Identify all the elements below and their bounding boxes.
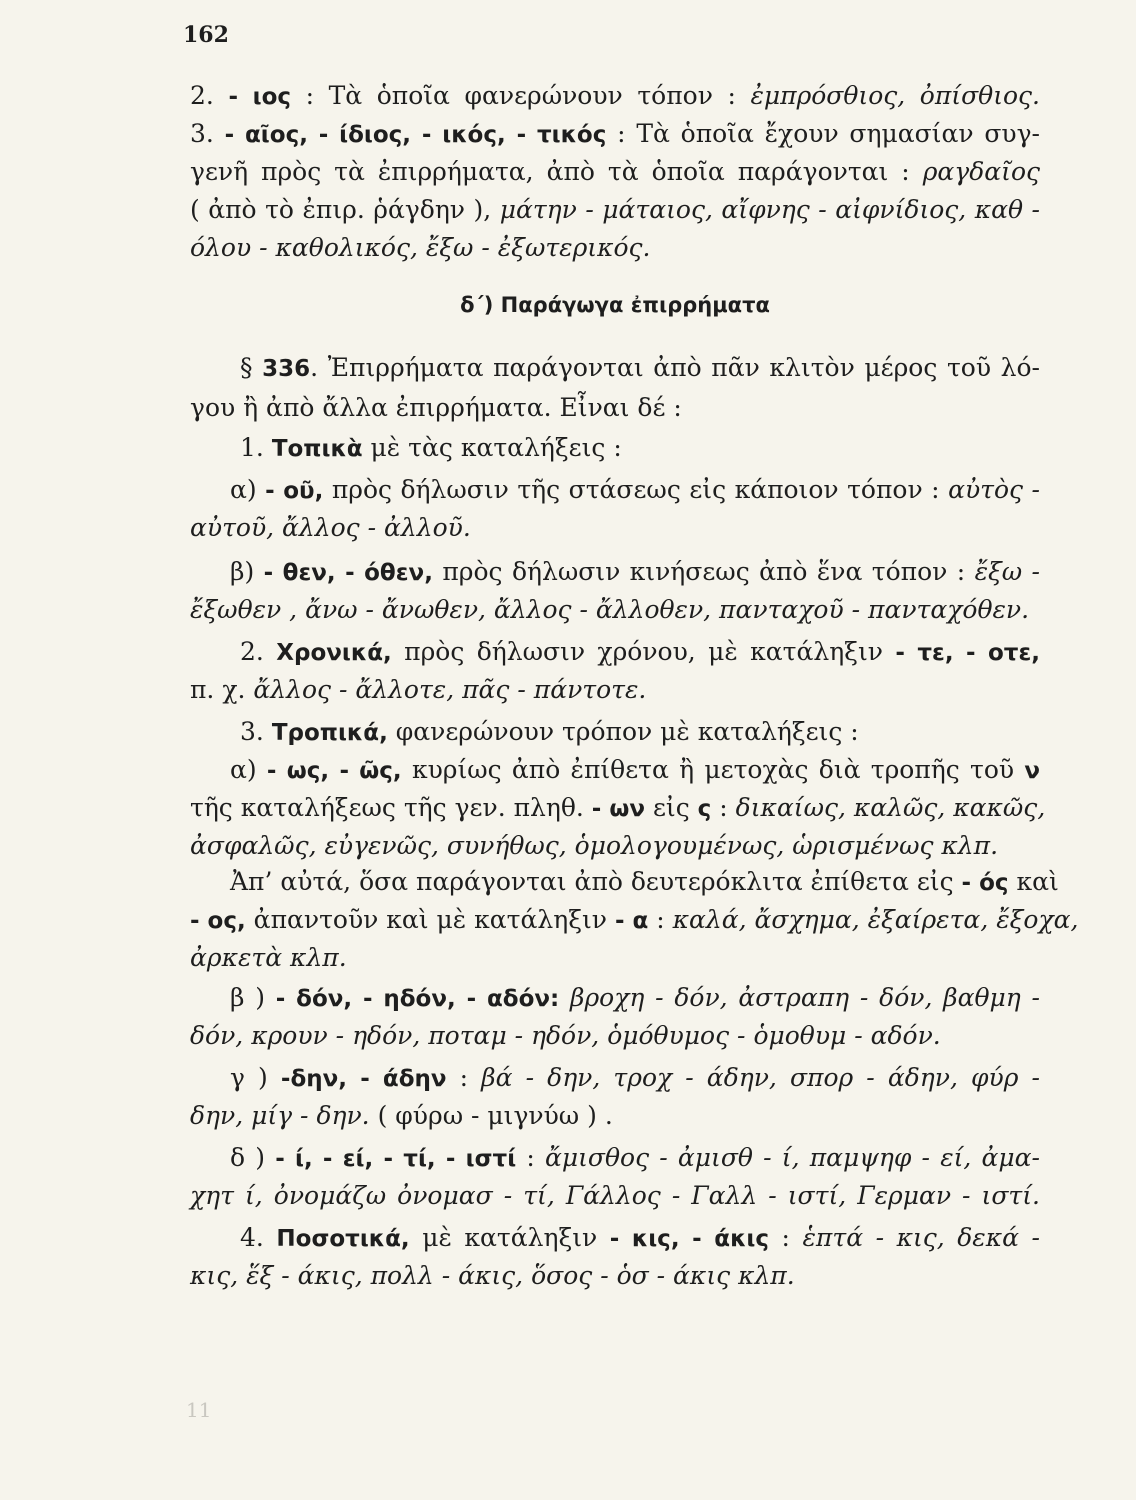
bold-run: Χρονικά, <box>276 640 392 666</box>
bold-run: -δην, - άδην <box>280 1066 447 1092</box>
italic-run: μάτην - μάταιος, αἴφνης - αἰφνίδιος, καθ - <box>499 195 1041 224</box>
text-run: γ ) <box>230 1063 281 1092</box>
text-line <box>190 1020 1040 1052</box>
text-line <box>230 1062 1040 1095</box>
text-run: 4. <box>240 1223 277 1252</box>
text-run: . Ἐπιρρήματα παράγονται ἀπὸ πᾶν κλιτὸν μέρος τοῦ λό- <box>310 353 1040 382</box>
text-run: 3. <box>240 717 272 746</box>
text-run: Ἀπ’ αὐτά, ὅσα παράγονται ἀπὸ δευτερόκλιτα ἐπίθετα εἰς <box>230 867 962 896</box>
italic-run: δόν, κρουν - ηδόν, ποταμ - ηδόν, ὁμόθυμος - ὁμοθυμ - αδόν. <box>190 1021 941 1050</box>
text-line <box>190 830 1040 862</box>
text-line <box>190 392 1040 424</box>
text-line <box>230 866 1059 899</box>
text-run: ( ἀπὸ τὸ ἐπιρ. ῥάγδην ), <box>190 195 500 224</box>
text-run: β ) <box>230 983 276 1012</box>
text-line <box>240 432 1040 465</box>
bold-run: - αῖος, - ίδιος, - ικός, - τικός <box>224 122 607 148</box>
text-line <box>190 1100 1040 1132</box>
italic-run: ἐμπρόσθιος, ὀπίσθιος. <box>750 81 1041 110</box>
text-line <box>190 156 1040 188</box>
text-line <box>240 1222 1040 1255</box>
bold-run: - τε, - οτε, <box>895 640 1041 666</box>
text-line <box>190 594 1040 626</box>
bold-run: - ων <box>591 796 646 822</box>
text-line <box>230 474 1040 507</box>
text-line <box>230 754 1040 787</box>
text-line <box>230 1142 1040 1175</box>
text-run: πρὸς δήλωσιν τῆς στάσεως εἰς κάποιον τόπον : <box>323 475 949 504</box>
text-line <box>240 636 1040 669</box>
bold-run: ς <box>697 796 712 822</box>
italic-run: ἄμισθος - ἀμισθ - ί, παμψηφ - εί, ἀμα- <box>545 1143 1041 1172</box>
text-run: γενῆ πρὸς τὰ ἐπιρρήματα, ἀπὸ τὰ ὁποῖα παράγονται : <box>190 157 923 186</box>
text-run: μὲ τὰς καταλήξεις : <box>362 433 622 462</box>
text-line <box>230 982 1040 1015</box>
bold-run: 336 <box>262 356 311 382</box>
bold-run: - α <box>614 908 649 934</box>
text-run: : <box>711 793 736 822</box>
text-run: : <box>446 1063 482 1092</box>
text-line <box>190 1260 1040 1292</box>
italic-run: ἀσφαλῶς, εὐγενῶς, συνήθως, ὁμολογουμένως, ὡρισμένως κλπ. <box>190 831 999 860</box>
italic-run: ραγδαῖος <box>922 157 1040 186</box>
italic-run: καλά, ἄσχημα, ἐξαίρετα, ἔξοχα, <box>672 905 1079 934</box>
bold-run: - ί, - εί, - τί, - ιστί <box>275 1146 517 1172</box>
italic-run: ἔξω - <box>974 557 1041 586</box>
text-run: : Τὰ ὁποῖα φανερώνουν τόπον : <box>291 81 751 110</box>
bold-run: - οῦ, <box>265 478 324 504</box>
italic-run: αὐτοῦ, ἄλλος - ἀλλοῦ. <box>190 513 471 542</box>
text-run: π. χ. <box>190 675 254 704</box>
text-run: δ ) <box>230 1143 276 1172</box>
text-run: γου ἢ ἀπὸ ἄλλα ἐπιρρήματα. Εἶναι δέ : <box>190 393 682 422</box>
italic-run: δην, μίγ - δην. <box>190 1101 370 1130</box>
italic-run: όλου - καθολικός, ἔξω - ἐξωτερικός. <box>190 233 651 262</box>
text-run: : <box>648 905 673 934</box>
italic-run: βά - δην, τροχ - άδην, σπορ - άδην, φύρ - <box>481 1063 1040 1092</box>
text-run: τῆς καταλήξεως τῆς γεν. πληθ. <box>190 793 592 822</box>
text-run: 3. <box>190 119 225 148</box>
text-run: § <box>240 353 263 382</box>
text-line <box>190 1180 1040 1212</box>
text-line <box>190 904 1079 937</box>
bold-run: - θεν, - όθεν, <box>263 560 433 586</box>
bold-run: - κις, - άκις <box>609 1226 770 1252</box>
text-line <box>190 512 1040 544</box>
text-line <box>190 118 1040 151</box>
text-run: κυρίως ἀπὸ ἐπίθετα ἢ μετοχὰς διὰ τροπῆς τοῦ <box>401 755 1025 784</box>
bold-run: - ος, <box>190 908 246 934</box>
italic-run: ἔξωθεν , ἄνω - ἄνωθεν, ἄλλος - ἄλλοθεν, πανταχοῦ - πανταχόθεν. <box>190 595 1030 624</box>
text-run: 2. <box>240 637 277 666</box>
text-run: β) <box>230 557 264 586</box>
bold-run: - ιος <box>228 84 292 110</box>
section-heading: δ΄) Παράγωγα ἐπιρρήματα <box>460 293 770 317</box>
bold-run: ν <box>1024 758 1041 784</box>
text-run: α) <box>230 475 266 504</box>
text-line <box>190 194 1040 226</box>
bold-run: - ως, - ῶς, <box>266 758 402 784</box>
folio-mark: 11 <box>186 1398 212 1422</box>
text-line <box>190 232 1040 264</box>
bold-run: - δόν, - ηδόν, - αδόν: <box>275 986 560 1012</box>
text-run: πρὸς δήλωσιν χρόνου, μὲ κατάληξιν <box>391 637 896 666</box>
text-line <box>190 80 1040 113</box>
text-run: καὶ <box>1008 867 1059 896</box>
italic-run: αὐτὸς - <box>948 475 1041 504</box>
text-run: : <box>769 1223 803 1252</box>
italic-run: χητ ί, ὀνομάζω ὀνομασ - τί, Γάλλος - Γαλλ - ιστί, Γερμαν - ιστί. <box>190 1181 1040 1210</box>
italic-run: ἀρκετὰ κλπ. <box>190 943 347 972</box>
text-line <box>190 942 1040 974</box>
italic-run: κις, ἕξ - άκις, πολλ - άκις, ὅσος - ὁσ - άκις κλπ. <box>190 1261 795 1290</box>
text-run: μὲ κατάληξιν <box>409 1223 610 1252</box>
italic-run: βροχη - δόν, ἀστραπη - δόν, βαθμη - <box>570 983 1040 1012</box>
text-line <box>240 352 1040 385</box>
bold-run: Τοπικὰ <box>271 436 363 462</box>
page-number: 162 <box>183 22 229 48</box>
bold-run: - ός <box>961 870 1009 896</box>
text-run: πρὸς δήλωσιν κινήσεως ἀπὸ ἕνα τόπον : <box>432 557 975 586</box>
text-run: εἰς <box>645 793 698 822</box>
text-run: φανερώνουν τρόπον μὲ καταλήξεις : <box>387 717 859 746</box>
text-line <box>230 556 1040 589</box>
text-line <box>190 674 1040 706</box>
text-run: ἀπαντοῦν καὶ μὲ κατάληξιν <box>245 905 615 934</box>
italic-run: ἄλλος - ἄλλοτε, πᾶς - πάντοτε. <box>253 675 647 704</box>
text-run: α) <box>230 755 267 784</box>
text-run <box>559 983 570 1012</box>
text-run: 1. <box>240 433 272 462</box>
text-line <box>240 716 1040 749</box>
bold-run: Τροπικά, <box>271 720 388 746</box>
text-run: ( φύρω - μιγνύω ) . <box>369 1101 613 1130</box>
bold-run: Ποσοτικά, <box>276 1226 410 1252</box>
text-run: : Τὰ ὁποῖα ἔχουν σημασίαν συγ- <box>606 119 1040 148</box>
italic-run: δικαίως, καλῶς, κακῶς, <box>735 793 1046 822</box>
text-line <box>190 792 1046 825</box>
italic-run: ἑπτά - κις, δεκά - <box>802 1223 1040 1252</box>
text-run: 2. <box>190 81 229 110</box>
text-run: : <box>516 1143 545 1172</box>
